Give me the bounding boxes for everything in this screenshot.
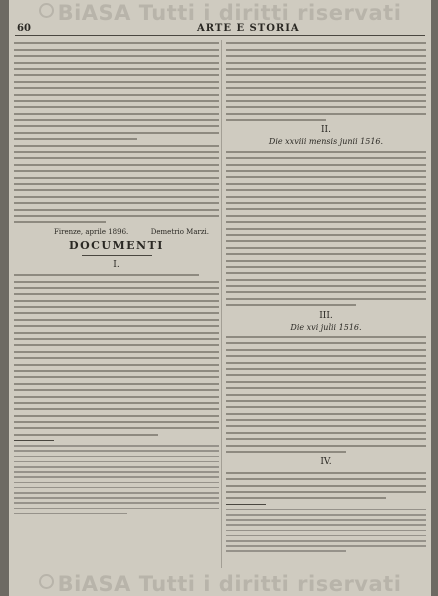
signature-place-date: Firenze, aprile 1896. xyxy=(54,227,129,236)
footnote-separator-right xyxy=(226,504,266,505)
right-footnotes xyxy=(226,509,426,552)
page-number: 60 xyxy=(17,23,31,34)
document-number-ii: II. xyxy=(321,125,331,136)
left-footnotes xyxy=(14,445,219,514)
document-iii-text xyxy=(226,336,426,453)
document-number-i: I. xyxy=(113,259,120,270)
section-heading-rule xyxy=(82,255,152,256)
document-iii-date: Die xvi julii 1516. xyxy=(290,322,362,332)
document-ii-text xyxy=(226,151,426,306)
copyright-icon xyxy=(39,3,54,18)
watermark-bottom: BiASA Tutti i diritti riservati xyxy=(9,572,431,596)
document-number-iv: IV. xyxy=(320,457,332,468)
document-page xyxy=(9,0,431,596)
document-number-iii: III. xyxy=(319,310,333,321)
signature-line xyxy=(14,228,219,236)
watermark-top: BiASA Tutti i diritti riservati xyxy=(9,1,431,25)
document-iv-text xyxy=(226,472,426,500)
document-ii-date: Die xxviii mensis junii 1516. xyxy=(268,137,384,147)
header-rule xyxy=(15,35,425,36)
left-body-text xyxy=(14,42,219,223)
document-i-text xyxy=(14,274,219,436)
left-column xyxy=(14,38,219,518)
right-column xyxy=(226,38,426,555)
running-header: ARTE E STORIA xyxy=(197,23,300,34)
right-body-text-1 xyxy=(226,42,426,121)
section-heading-documenti: DOCUMENTI xyxy=(69,238,164,252)
copyright-icon xyxy=(39,574,54,589)
footnote-separator xyxy=(14,440,54,441)
column-divider xyxy=(221,40,222,568)
signature-name: Demetrio Marzi. xyxy=(150,227,209,236)
